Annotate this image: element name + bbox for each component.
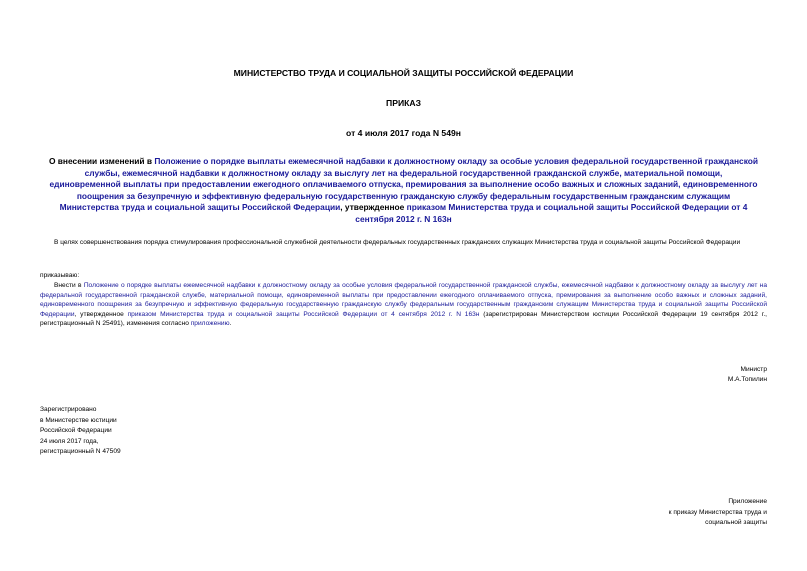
preamble-paragraph: В целях совершенствования порядка стимулирования профессиональной служебной деятельности федеральных государственных гражданских служащих Министерства труда и социальной защиты Российской Федерации: [54, 239, 741, 246]
registration-line: Зарегистрировано: [40, 406, 97, 413]
registration-block: [40, 405, 121, 458]
document-date: от 4 июля 2017 года N 549н: [346, 128, 461, 138]
body-link-order-163n[interactable]: приказом Министерства труда и социальной защиты Российской Федерации от 4 сентября 2012 г. N 163н: [127, 310, 480, 318]
body-middle: , утвержденное: [74, 310, 128, 318]
body-link-appendix[interactable]: приложению: [190, 320, 230, 328]
registration-line: регистрационный N 47509: [40, 448, 121, 456]
heading-middle: , утвержденное: [340, 202, 407, 212]
body-paragraph: [40, 281, 767, 329]
signature-block: [728, 365, 767, 385]
signature-position: Министр: [740, 366, 767, 373]
appendix-line: Приложение: [728, 498, 767, 505]
body-end: .: [229, 320, 232, 328]
appendix-line: к приказу Министерства труда и: [668, 508, 767, 516]
document-heading: [48, 156, 759, 225]
order-word: приказываю:: [40, 272, 80, 279]
heading-link-regulation[interactable]: Положение о порядке выплаты ежемесячной надбавки к должностному окладу за особые условия федеральной государственной гражданской службы, ежемесячной надбавки к должностному окладу за выслугу лет на федеральной государственной гражданской службе, материальной помощи, единовременной выплаты при предоставлении ежегодного оплачиваемого отпуска, премирования за выполнение особо важных и сложных заданий, единовременного поощрения за безупречную и эффективную федеральную государственную гражданскую службу федеральным государственным гражданским служащим Министерства труда и социальной защиты Российской Федерации: [49, 156, 759, 212]
registration-line: 24 июля 2017 года,: [40, 437, 99, 445]
body-after: (зарегистрирован Министерством юстиции Российской Федерации 19 сентября 2012 г., регистрационный N 25491), изменения согласно: [40, 310, 768, 328]
body-prefix: Внести в: [54, 282, 84, 289]
appendix-block: [669, 497, 767, 529]
signature-name: М.А.Топилин: [727, 376, 767, 383]
registration-line: Российской Федерации: [40, 427, 112, 435]
body-link-regulation[interactable]: Положение о порядке выплаты ежемесячной надбавки к должностному окладу за особые условия федеральной государственной гражданской службы, ежемесячной надбавки к должностному окладу за выслугу лет на федеральной государственной гражданской службе, материальной помощи, единовременной выплаты при предоставлении ежегодного оплачиваемого отпуска, премирования за выполнение особо важных и сложных заданий, единовременного поощрения за безупречную и эффективную федеральную государственную гражданскую службу федеральным государственным гражданским служащим Министерства труда и социальной защиты Российской Федерации: [40, 282, 767, 318]
registration-line: в Министерстве юстиции: [40, 416, 117, 424]
heading-prefix: О внесении изменений в: [48, 156, 155, 166]
document-type: ПРИКАЗ: [386, 98, 421, 108]
ministry-title: МИНИСТЕРСТВО ТРУДА И СОЦИАЛЬНОЙ ЗАЩИТЫ РОССИЙСКОЙ ФЕДЕРАЦИИ: [233, 68, 574, 78]
heading-link-order-163n[interactable]: приказом Министерства труда и социальной защиты Российской Федерации от 4 сентября 2012 г. N 163н: [355, 202, 748, 224]
appendix-line: социальной защиты: [705, 519, 767, 527]
